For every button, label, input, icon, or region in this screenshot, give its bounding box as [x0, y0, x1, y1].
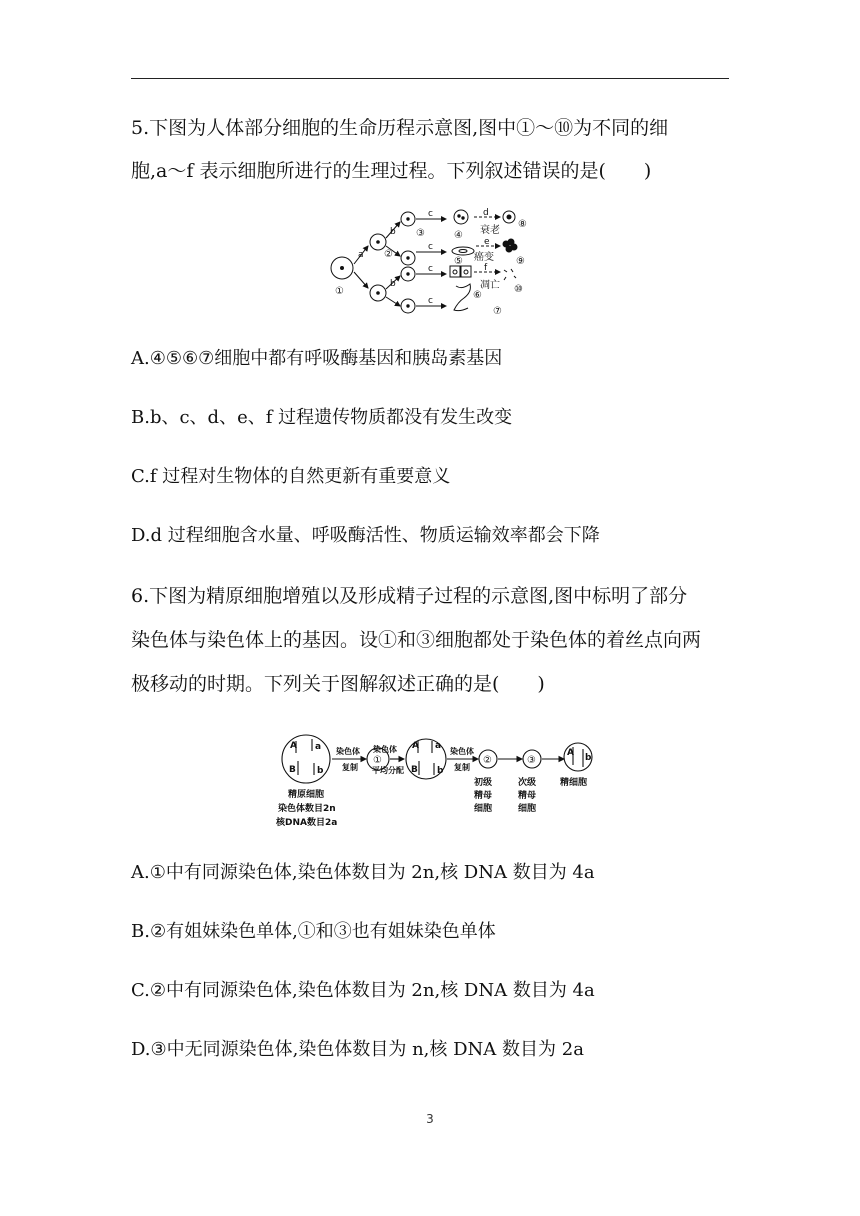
arrow1-bottom-label: 复制: [342, 763, 358, 772]
q5-option-c[interactable]: C.f 过程对生物体的自然更新有重要意义: [131, 466, 451, 487]
arrow2-bottom-label: 平均分配: [372, 766, 404, 775]
q5-cell-life-history-figure: [328, 206, 528, 321]
num-7: ⑦: [493, 306, 502, 317]
label-e: e: [484, 237, 490, 247]
num-5: ⑤: [454, 256, 463, 267]
q5-option-b[interactable]: B.b、c、d、e、f 过程遗传物质都没有发生改变: [131, 407, 513, 428]
num-4: ④: [454, 230, 463, 241]
q5-stem-line-2: 胞,a～f 表示细胞所进行的生理过程。下列叙述错误的是( ): [131, 160, 652, 182]
label-apoptosis: 凋亡: [480, 280, 500, 291]
label-c4: c: [428, 296, 433, 306]
q6-stem-line-3: 极移动的时期。下列关于图解叙述正确的是( ): [131, 673, 545, 695]
q6-option-d[interactable]: D.③中无同源染色体,染色体数目为 n,核 DNA 数目为 2a: [131, 1039, 584, 1060]
num-8: ⑧: [518, 219, 527, 230]
label-a: a: [358, 250, 364, 260]
cell-7: [454, 284, 470, 311]
cell-6a: [450, 266, 460, 277]
gene-a-1: a: [315, 742, 322, 752]
primary-label-2: 精母: [474, 791, 493, 801]
num-1: ①: [335, 286, 344, 297]
q5-stem-line-1: 5.下图为人体部分细胞的生命历程示意图,图中①～⑩为不同的细: [131, 117, 669, 139]
arrow2-top-label: 染色体: [373, 745, 397, 754]
gene-B-2: B: [411, 765, 418, 775]
label-aging: 衰老: [480, 225, 500, 236]
label-d: d: [483, 208, 489, 218]
q6-option-b[interactable]: B.②有姐妹染色单体,①和③也有姐妹染色单体: [131, 921, 496, 942]
cell-1-number: ①: [373, 755, 382, 766]
spermatogonium-label: 精原细胞: [288, 790, 325, 800]
q5-option-d[interactable]: D.d 过程细胞含水量、呼吸酶活性、物质运输效率都会下降: [131, 525, 600, 546]
gene-A-1: A: [290, 741, 297, 751]
q6-stem-line-1: 6.下图为精原细胞增殖以及形成精子过程的示意图,图中标明了部分: [131, 585, 688, 607]
gene-b-1: b: [317, 766, 324, 776]
q6-option-a[interactable]: A.①中有同源染色体,染色体数目为 2n,核 DNA 数目为 4a: [131, 862, 595, 883]
arrow3-top-label: 染色体: [450, 747, 474, 756]
secondary-label-3: 细胞: [518, 804, 537, 814]
label-c3: c: [428, 264, 433, 274]
arrow3-bottom-label: 复制: [454, 763, 470, 772]
gene-A-3: A: [567, 748, 574, 758]
label-f: f: [484, 263, 488, 273]
arrow1-top-label: 染色体: [336, 747, 360, 756]
cell-5: [452, 247, 474, 255]
primary-label-3: 细胞: [474, 804, 493, 814]
secondary-label-1: 次级: [518, 778, 537, 788]
sperm-label: 精细胞: [560, 778, 588, 788]
label-b-upper: b: [390, 227, 396, 237]
gene-a-2: a: [435, 741, 442, 751]
num-3: ③: [416, 228, 425, 239]
cell-2-number: ②: [483, 755, 492, 766]
gene-b-2: b: [437, 766, 444, 776]
gene-b-3: b: [585, 753, 592, 763]
q6-option-c[interactable]: C.②中有同源染色体,染色体数目为 2n,核 DNA 数目为 4a: [131, 980, 595, 1001]
cell-6b: [461, 266, 471, 277]
num-9: ⑨: [516, 256, 525, 267]
num-6: ⑥: [473, 290, 482, 301]
q6-spermatogenesis-figure: [276, 727, 616, 837]
label-c1: c: [428, 209, 433, 219]
cell-3-number: ③: [527, 755, 536, 766]
gene-A-2: A: [412, 741, 419, 751]
secondary-label-2: 精母: [518, 791, 537, 801]
primary-label-1: 初级: [474, 778, 493, 788]
page-number: 3: [426, 1112, 434, 1126]
q6-stem-line-2: 染色体与染色体上的基因。设①和③细胞都处于染色体的着丝点向两: [131, 629, 702, 651]
q5-option-a[interactable]: A.④⑤⑥⑦细胞中都有呼吸酶基因和胰岛素基因: [131, 348, 503, 369]
gene-B-1: B: [289, 765, 296, 775]
label-b-lower: b: [390, 279, 396, 289]
num-10: ⑩: [514, 284, 523, 295]
header-rule: [131, 78, 729, 79]
label-c2: c: [428, 242, 433, 252]
spermatogonium-dna-count: 核DNA数目2a: [276, 818, 338, 828]
spermatogonium-chromosome-count: 染色体数目2n: [278, 804, 336, 814]
label-cancer: 癌变: [474, 252, 494, 263]
cell-4: [454, 210, 468, 224]
num-2: ②: [384, 249, 393, 260]
